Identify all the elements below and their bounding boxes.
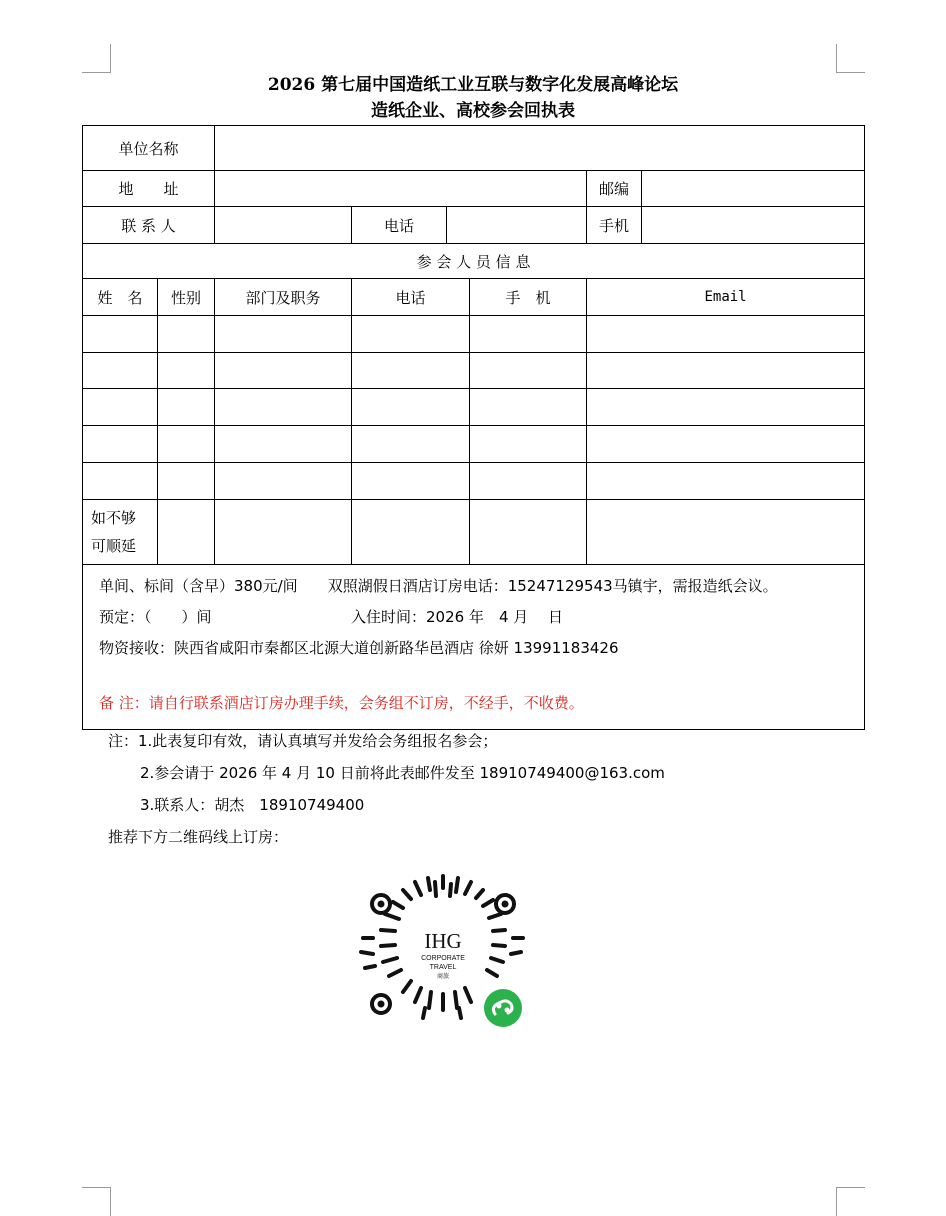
attendees-header: 参 会 人 员 信 息 — [83, 244, 865, 279]
attendee-gender-cell[interactable] — [158, 353, 215, 389]
attendee-dept-cell[interactable] — [215, 426, 352, 463]
table-row — [83, 316, 865, 353]
attendee-gender-cell[interactable] — [158, 316, 215, 353]
reservation-count: 预定：（ ）间 — [99, 608, 212, 626]
attendee-gender-cell[interactable] — [158, 463, 215, 500]
contact-label: 联 系 人 — [83, 207, 215, 244]
attendee-phone-cell[interactable] — [352, 426, 470, 463]
corner-mark-bottom-right — [836, 1187, 865, 1216]
attendee-mobile-cell[interactable] — [470, 500, 587, 565]
attendee-gender-cell[interactable] — [158, 500, 215, 565]
table-row — [83, 500, 865, 565]
mobile-label: 手机 — [587, 207, 642, 244]
mini-program-badge-icon — [484, 989, 522, 1027]
materials-receiving: 物资接收：陕西省咸阳市秦都区北源大道创新路华邑酒店 徐妍 13991183426 — [99, 639, 619, 657]
attendee-name-cell[interactable] — [83, 463, 158, 500]
checkin-time: 入住时间：2026 年 4 月 日 — [351, 608, 564, 626]
col-mobile-header: 手 机 — [470, 279, 587, 316]
unit-name-field[interactable] — [215, 126, 865, 171]
hotel-price-line — [99, 571, 864, 602]
attendee-mobile-cell[interactable] — [470, 389, 587, 426]
col-dept-header: 部门及职务 — [215, 279, 352, 316]
postcode-label: 邮编 — [587, 171, 642, 207]
corner-mark-top-left — [82, 44, 111, 73]
attendee-email-cell[interactable] — [587, 500, 865, 565]
table-row — [83, 353, 865, 389]
mini-program-qr-code[interactable] — [343, 868, 543, 1028]
attendee-gender-cell[interactable] — [158, 426, 215, 463]
qr-code-graphic — [343, 868, 543, 1028]
room-price: 单间、标间（含早）380元/间 — [99, 577, 298, 595]
hotel-booking: 双照湖假日酒店订房电话：15247129543马镇宇，需报造纸会议。 — [327, 577, 778, 595]
postcode-field[interactable] — [642, 171, 865, 207]
overflow-label: 如不够可顺延 — [83, 500, 158, 565]
attendee-name-cell[interactable] — [83, 426, 158, 463]
document-subtitle: 造纸企业、高校参会回执表 — [371, 101, 575, 121]
note-4: 推荐下方二维码线上订房： — [108, 828, 289, 846]
note-3: 3.联系人：胡杰 18910749400 — [140, 796, 365, 814]
hotel-remark: 备 注：请自行联系酒店订房办理手续，会务组不订房，不经手，不收费。 — [99, 694, 584, 712]
document-title: 2026 第七届中国造纸工业互联与数字化发展高峰论坛 — [267, 75, 679, 95]
registration-form — [82, 125, 865, 730]
attendee-phone-cell[interactable] — [352, 316, 470, 353]
attendee-email-cell[interactable] — [587, 353, 865, 389]
attendee-mobile-cell[interactable] — [470, 426, 587, 463]
attendee-email-cell[interactable] — [587, 316, 865, 353]
corner-mark-top-right — [836, 44, 865, 73]
col-gender-header: 性别 — [158, 279, 215, 316]
phone-label: 电话 — [352, 207, 447, 244]
table-row — [83, 389, 865, 426]
table-row — [83, 463, 865, 500]
contact-field[interactable] — [215, 207, 352, 244]
attendee-email-cell[interactable] — [587, 426, 865, 463]
attendee-name-cell[interactable] — [83, 353, 158, 389]
col-phone-header: 电话 — [352, 279, 470, 316]
table-row — [83, 426, 865, 463]
attendee-dept-cell[interactable] — [215, 389, 352, 426]
col-name-header: 姓 名 — [83, 279, 158, 316]
notes-section — [108, 725, 665, 853]
attendee-phone-cell[interactable] — [352, 353, 470, 389]
qr-brand-line2: TRAVEL — [429, 964, 457, 971]
attendee-email-cell[interactable] — [587, 463, 865, 500]
attendee-name-cell[interactable] — [83, 389, 158, 426]
address-field[interactable] — [215, 171, 587, 207]
col-email-header: Email — [587, 279, 865, 316]
phone-field[interactable] — [447, 207, 587, 244]
attendee-dept-cell[interactable] — [215, 500, 352, 565]
note-2: 2.参会请于 2026 年 4 月 10 日前将此表邮件发至 18910749400@163.com — [140, 764, 665, 782]
attendee-phone-cell[interactable] — [352, 500, 470, 565]
attendee-phone-cell[interactable] — [352, 389, 470, 426]
address-label: 地 址 — [83, 171, 215, 207]
attendee-mobile-cell[interactable] — [470, 316, 587, 353]
qr-brand-text: IHG — [424, 929, 462, 953]
corner-mark-bottom-left — [82, 1187, 111, 1216]
attendee-dept-cell[interactable] — [215, 463, 352, 500]
attendee-phone-cell[interactable] — [352, 463, 470, 500]
qr-brand-line3: 商旅 — [436, 973, 450, 980]
attendee-dept-cell[interactable] — [215, 353, 352, 389]
qr-brand-line1: CORPORATE — [421, 955, 465, 962]
attendee-gender-cell[interactable] — [158, 389, 215, 426]
attendee-email-cell[interactable] — [587, 389, 865, 426]
attendee-mobile-cell[interactable] — [470, 463, 587, 500]
unit-name-label: 单位名称 — [83, 126, 215, 171]
attendee-dept-cell[interactable] — [215, 316, 352, 353]
mobile-field[interactable] — [642, 207, 865, 244]
note-1: 注：1.此表复印有效，请认真填写并发给会务组报名参会； — [108, 732, 498, 750]
attendee-mobile-cell[interactable] — [470, 353, 587, 389]
hotel-info-cell — [83, 565, 865, 730]
attendee-name-cell[interactable] — [83, 316, 158, 353]
reservation-line — [99, 602, 864, 633]
